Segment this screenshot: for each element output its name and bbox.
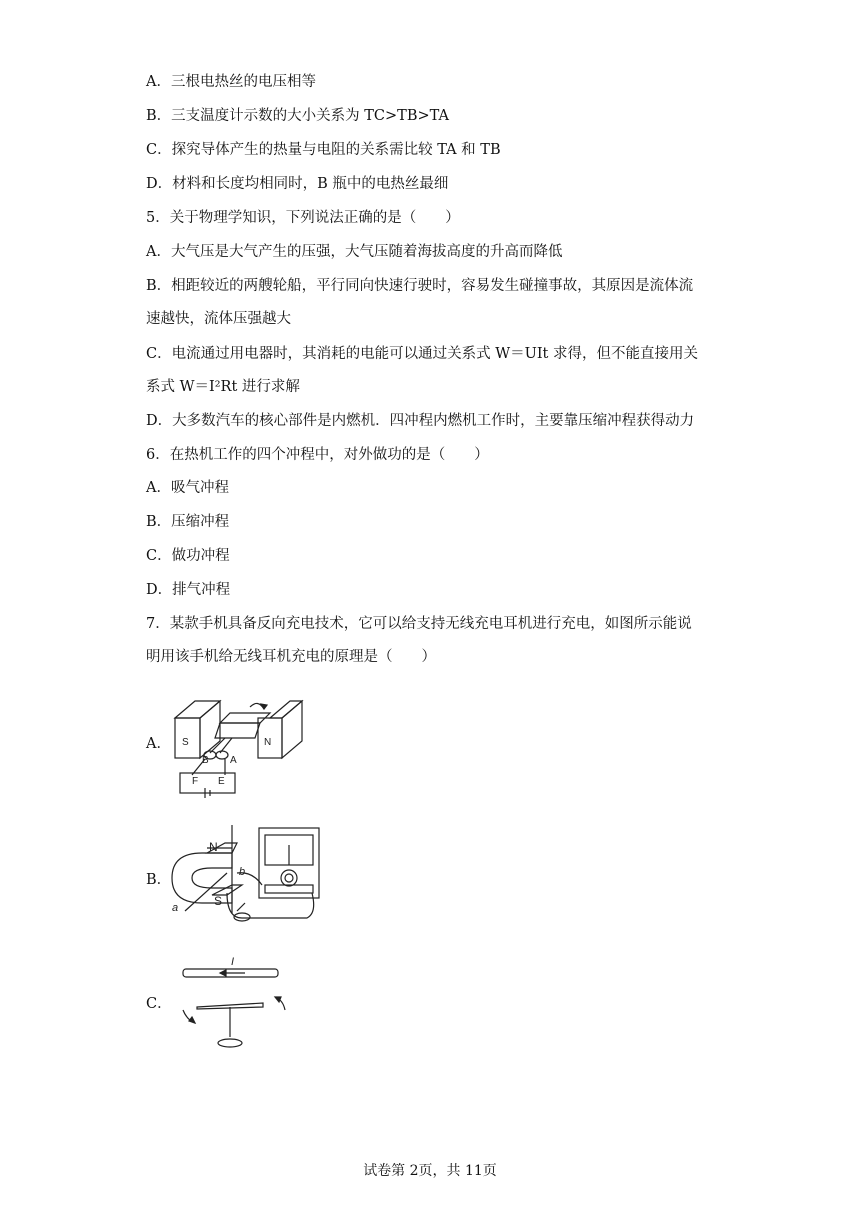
- fig-a-label-n: N: [264, 737, 272, 748]
- question-5: 5．关于物理学知识，下列说法正确的是（ ）: [146, 210, 460, 226]
- text-line: B．三支温度计示数的大小关系为 TC>TB>TA: [146, 108, 450, 124]
- fig-b-label-s: S: [214, 894, 223, 908]
- page-footer: 试卷第 2页，共 11页: [363, 1163, 497, 1179]
- fig-b-label-b: b: [239, 866, 246, 878]
- fig-a-label-a: A: [230, 755, 237, 766]
- text-line: 速越快，流体压强越大: [146, 311, 291, 327]
- option-a-label: A．: [146, 736, 171, 752]
- text-line: D．材料和长度均相同时，B 瓶中的电热丝最细: [146, 176, 449, 192]
- fig-a-label-b: B: [202, 755, 209, 766]
- text-line: B．相距较近的两艘轮船，平行同向快速行驶时，容易发生碰撞事故，其原因是流体流: [146, 278, 694, 294]
- figure-b-electromagnetic-induction: [167, 823, 327, 928]
- text-line: C．电流通过用电器时，其消耗的电能可以通过关系式 W＝UIt 求得，但不能直接用关: [146, 346, 698, 362]
- text-line: 系式 W＝I²Rt 进行求解: [146, 379, 300, 395]
- text-line: C．探究导体产生的热量与电阻的关系需比较 TA 和 TB: [146, 142, 501, 158]
- text-line: A．三根电热丝的电压相等: [146, 74, 316, 90]
- fig-a-label-e: E: [218, 776, 225, 787]
- figure-a-coil-in-magnetic-field: [170, 693, 310, 798]
- text-line: D．大多数汽车的核心部件是内燃机．四冲程内燃机工作时，主要靠压缩冲程获得动力: [146, 413, 695, 429]
- figure-c-oersted-experiment: [175, 955, 295, 1055]
- fig-c-label-i: I: [231, 956, 235, 968]
- option-b-label: B．: [146, 872, 172, 888]
- fig-a-label-s: S: [182, 737, 189, 748]
- text-line: A．吸气冲程: [146, 480, 229, 496]
- question-7: 7．某款手机具备反向充电技术，它可以给支持无线充电耳机进行充电，如图所示能说: [146, 616, 692, 632]
- text-line: D．排气冲程: [146, 582, 231, 598]
- fig-b-label-a: a: [172, 902, 179, 914]
- text-line: 明用该手机给无线耳机充电的原理是（ ）: [146, 649, 436, 665]
- text-line: A．大气压是大气产生的压强，大气压随着海拔高度的升高而降低: [146, 244, 563, 260]
- fig-b-label-n: N: [209, 840, 218, 854]
- option-c-label: C．: [146, 996, 172, 1012]
- fig-a-label-f: F: [192, 776, 199, 787]
- text-line: B．压缩冲程: [146, 514, 230, 530]
- text-line: C．做功冲程: [146, 548, 230, 564]
- question-6: 6．在热机工作的四个冲程中，对外做功的是（ ）: [146, 447, 489, 463]
